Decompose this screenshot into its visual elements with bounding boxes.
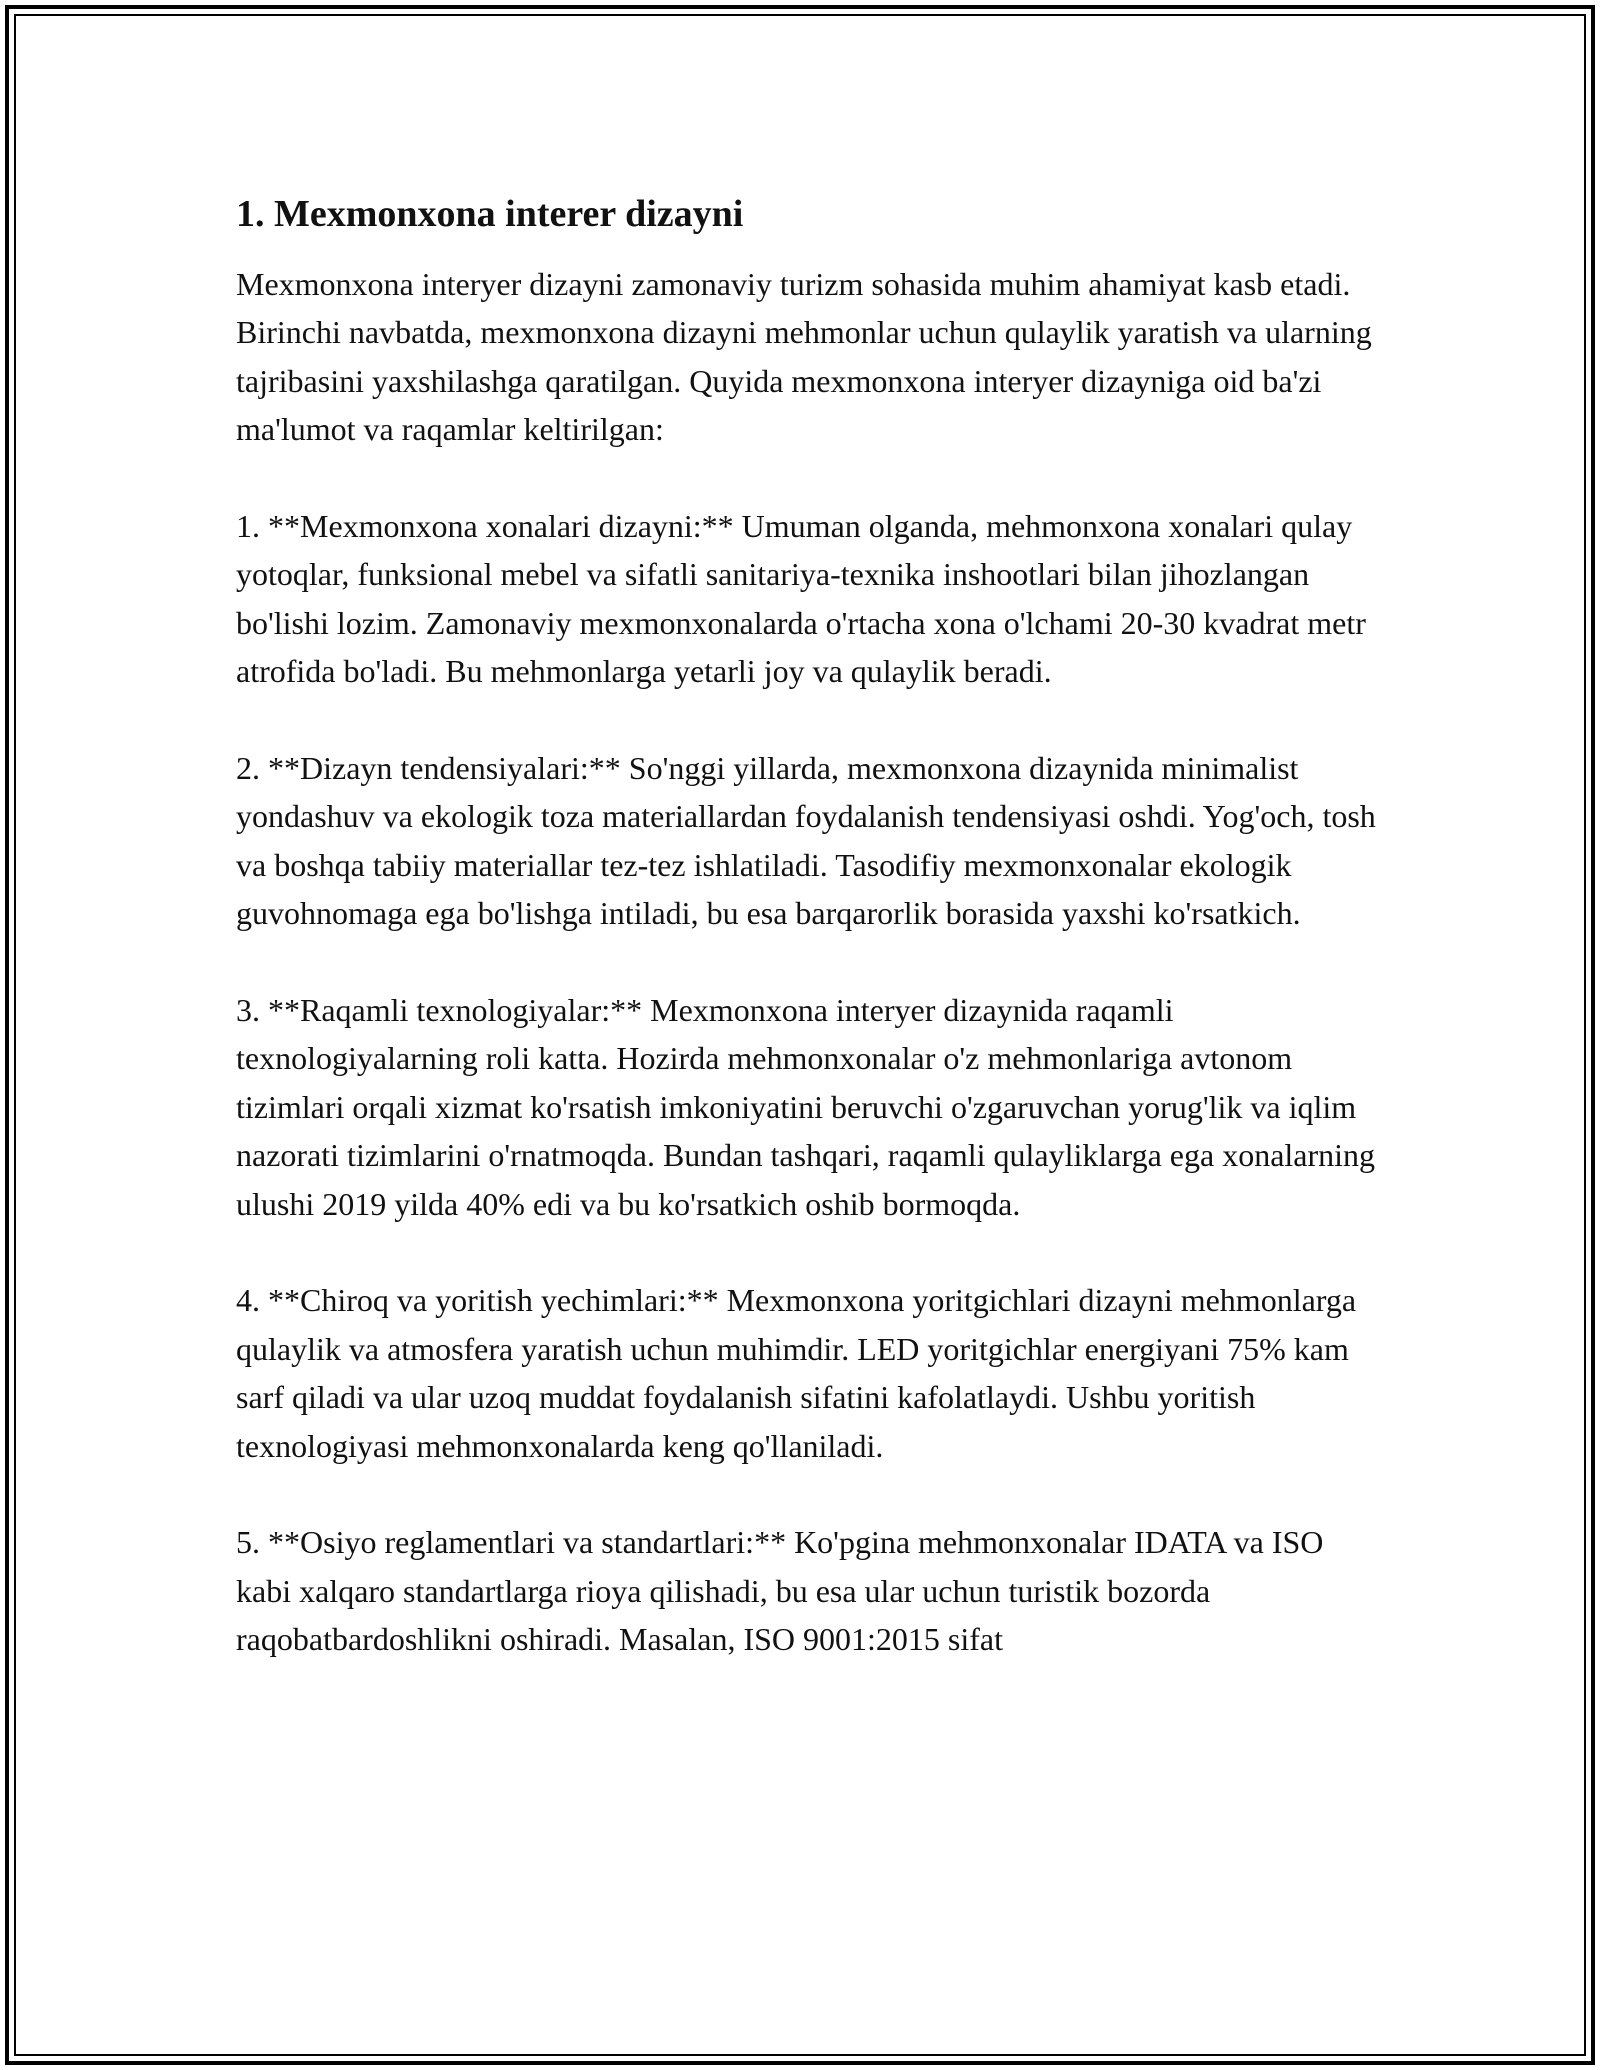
paragraph-intro: Mexmonxona interyer dizayni zamonaviy turizm sohasida muhim ahamiyat kasb etadi. Birinchi navbatda, mexmonxona dizayni mehmonlar uchun qulaylik yaratish va ularning tajribasini yaxshilashga qaratilgan. Quyida mexmonxona interyer dizayniga oid ba'zi ma'lumot va raqamlar keltirilgan: (236, 266, 1372, 448)
paragraph-item-5: 5. **Osiyo reglamentlari va standartlari:** Ko'pgina mehmonxonalar IDATA va ISO kabi xalqaro standartlarga rioya qilishadi, bu esa ular uchun turistik bozorda raqobatbardoshlikni oshiradi. Masalan, ISO 9001:2015 sifat (236, 1524, 1324, 1658)
document-title: 1. Mexmonxona interer dizayni (236, 193, 744, 235)
paragraph-item-2: 2. **Dizayn tendensiyalari:** So'nggi yillarda, mexmonxona dizaynida minimalist yondashuv va ekologik toza materiallardan foydalanish tendensiyasi oshdi. Yog'och, tosh va boshqa tabiiy materiallar tez-tez ishlatiladi. Tasodifiy mexmonxonalar ekologik guvohnomaga ega bo'lishga intiladi, bu esa barqarorlik borasida yaxshi ko'rsatkich. (236, 750, 1376, 932)
document-body (236, 188, 1376, 1712)
paragraph-item-4: 4. **Chiroq va yoritish yechimlari:** Mexmonxona yoritgichlari dizayni mehmonlarga qulaylik va atmosfera yaratish uchun muhimdir. LED yoritgichlar energiyani 75% kam sarf qiladi va ular uzoq muddat foydalanish sifatini kafolatlaydi. Ushbu yoritish texnologiyasi mehmonxonalarda keng qo'llaniladi. (236, 1282, 1357, 1464)
paragraph-item-3: 3. **Raqamli texnologiyalar:** Mexmonxona interyer dizaynida raqamli texnologiyalarning roli katta. Hozirda mehmonxonalar o'z mehmonlariga avtonom tizimlari orqali xizmat ko'rsatish imkoniyatini beruvchi o'zgaruvchan yorug'lik va iqlim nazorati tizimlarini o'rnatmoqda. Bundan tashqari, raqamli qulayliklarga ega xonalarning ulushi 2019 yilda 40% edi va bu ko'rsatkich oshib bormoqda. (236, 992, 1376, 1222)
paragraph-item-1: 1. **Mexmonxona xonalari dizayni:** Umuman olganda, mehmonxona xonalari qulay yotoqlar, funksional mebel va sifatli sanitariya-texnika inshootlari bilan jihozlangan bo'lishi lozim. Zamonaviy mexmonxonalarda o'rtacha xona o'lchami 20-30 kvadrat metr atrofida bo'ladi. Bu mehmonlarga yetarli joy va qulaylik beradi. (236, 508, 1366, 690)
